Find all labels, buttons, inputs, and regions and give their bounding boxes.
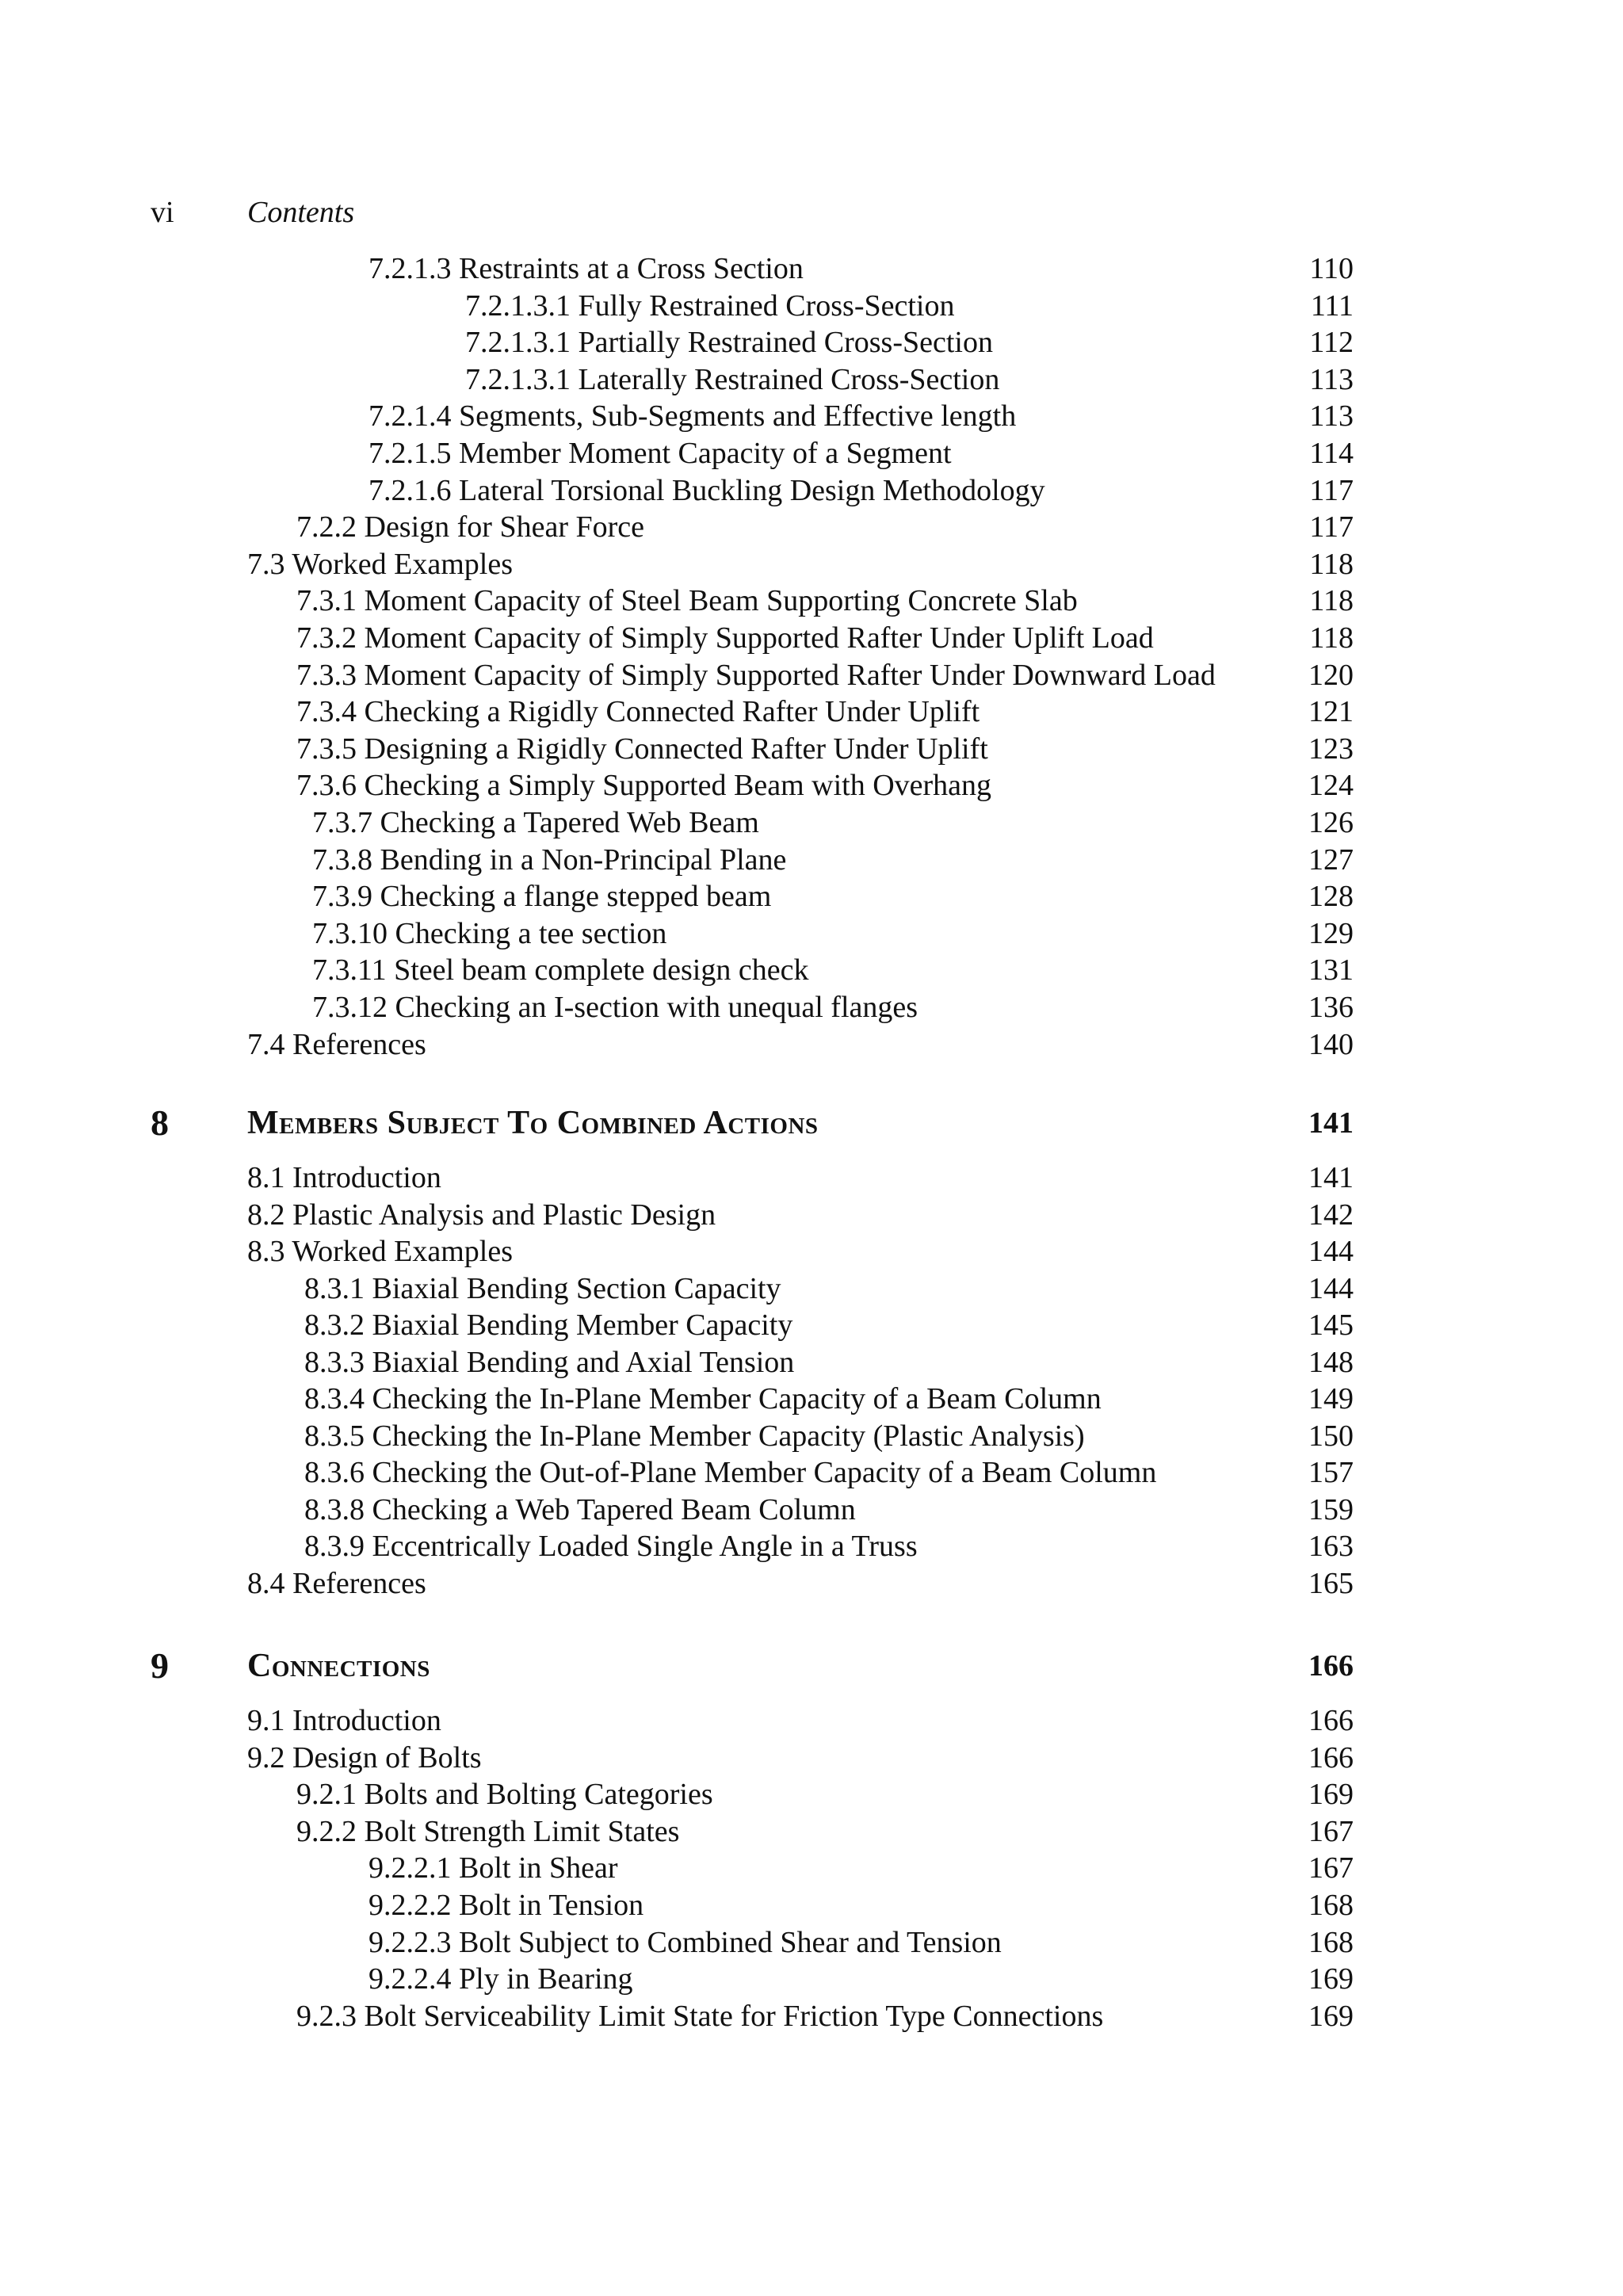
toc-entry-label: 7.3.11 Steel beam complete design check — [312, 953, 809, 987]
toc-entry[interactable] — [0, 842, 1623, 879]
toc-entry-page-number: 166 — [1308, 1741, 1354, 1775]
toc-entry[interactable] — [0, 1924, 1623, 1962]
chapter-heading-9[interactable] — [0, 1644, 1623, 1688]
toc-entry-page-number: 168 — [1308, 1926, 1354, 1959]
toc-entry-label: 9.2.2.3 Bolt Subject to Combined Shear and Tension — [369, 1926, 1002, 1959]
toc-entry[interactable] — [0, 1702, 1623, 1740]
toc-entry-page-number: 124 — [1308, 769, 1354, 802]
toc-entry-page-number: 169 — [1308, 1962, 1354, 1996]
toc-entry-label: 8.3.5 Checking the In-Plane Member Capacity (Plastic Analysis) — [304, 1419, 1085, 1453]
toc-entry-label: 7.3.1 Moment Capacity of Steel Beam Supporting Concrete Slab — [296, 584, 1078, 617]
toc-entry-label: 7.3.12 Checking an I-section with unequal flanges — [312, 991, 918, 1024]
toc-entry-page-number: 117 — [1309, 510, 1354, 544]
toc-entry[interactable] — [0, 509, 1623, 546]
toc-entry[interactable] — [0, 1776, 1623, 1813]
toc-entry-label: 7.3.4 Checking a Rigidly Connected Rafter Under Uplift — [296, 695, 980, 728]
toc-entry-page-number: 140 — [1308, 1028, 1354, 1061]
toc-entry-label: 8.3.9 Eccentrically Loaded Single Angle in a Truss — [304, 1530, 918, 1563]
toc-entry-page-number: 169 — [1308, 1778, 1354, 1811]
toc-entry-page-number: 112 — [1309, 326, 1354, 359]
toc-entry[interactable] — [0, 1998, 1623, 2035]
toc-entry-label: 7.3.10 Checking a tee section — [312, 917, 667, 950]
toc-entry[interactable] — [0, 1159, 1623, 1197]
toc-entry-label: 7.3.9 Checking a flange stepped beam — [312, 880, 772, 913]
toc-entry-page-number: 120 — [1308, 659, 1354, 692]
page-number: vi — [151, 196, 174, 229]
toc-entry-page-number: 114 — [1309, 437, 1354, 470]
toc-entry-label: 8.3.4 Checking the In-Plane Member Capacity of a Beam Column — [304, 1382, 1102, 1415]
toc-entry[interactable] — [0, 288, 1623, 325]
toc-entry-page-number: 148 — [1308, 1346, 1354, 1379]
toc-entry-label: 7.3 Worked Examples — [247, 548, 514, 581]
toc-entry[interactable] — [0, 1528, 1623, 1565]
toc-entry-label: 8.3 Worked Examples — [247, 1235, 514, 1268]
toc-entry[interactable] — [0, 1961, 1623, 1998]
toc-entry-label: 8.3.6 Checking the Out-of-Plane Member Capacity of a Beam Column — [304, 1456, 1157, 1489]
toc-entry-page-number: 142 — [1308, 1198, 1354, 1232]
toc-entry[interactable] — [0, 915, 1623, 953]
toc-entry-page-number: 136 — [1308, 991, 1354, 1024]
toc-entry-page-number: 123 — [1308, 732, 1354, 766]
toc-entry-page-number: 118 — [1309, 621, 1354, 655]
running-header — [0, 193, 1623, 232]
toc-entry-label: 7.3.7 Checking a Tapered Web Beam — [312, 806, 759, 839]
toc-entry-label: 9.1 Introduction — [247, 1704, 441, 1737]
toc-entry[interactable] — [0, 324, 1623, 361]
toc-entry-page-number: 113 — [1309, 399, 1354, 433]
toc-entry[interactable] — [0, 361, 1623, 399]
toc-entry-page-number: 150 — [1308, 1419, 1354, 1453]
toc-entry[interactable] — [0, 878, 1623, 915]
toc-entry-page-number: 167 — [1308, 1815, 1354, 1848]
toc-entry-page-number: 129 — [1308, 917, 1354, 950]
toc-entry-label: 7.2.1.3 Restraints at a Cross Section — [369, 252, 804, 285]
toc-entry-label: 7.3.5 Designing a Rigidly Connected Rafter Under Uplift — [296, 732, 988, 766]
toc-entry[interactable] — [0, 1307, 1623, 1344]
chapter-title: Connections — [247, 1648, 430, 1684]
toc-entry[interactable] — [0, 1887, 1623, 1924]
toc-entry-label: 8.3.1 Biaxial Bending Section Capacity — [304, 1272, 781, 1305]
toc-entry-label: 8.3.8 Checking a Web Tapered Beam Column — [304, 1493, 856, 1526]
toc-entry[interactable] — [0, 1850, 1623, 1887]
toc-entry-label: 9.2.1 Bolts and Bolting Categories — [296, 1778, 713, 1811]
toc-entry-label: 8.1 Introduction — [247, 1161, 441, 1194]
toc-entry-page-number: 169 — [1308, 2000, 1354, 2033]
toc-entry-page-number: 159 — [1308, 1493, 1354, 1526]
chapter-number: 8 — [151, 1102, 169, 1143]
toc-entry-label: 7.2.1.4 Segments, Sub-Segments and Effective length — [369, 399, 1017, 433]
toc-entry-label: 8.3.3 Biaxial Bending and Axial Tension — [304, 1346, 795, 1379]
toc-entry-page-number: 165 — [1308, 1567, 1354, 1600]
toc-entry[interactable] — [0, 1492, 1623, 1529]
toc-entry-label: 9.2.2.4 Ply in Bearing — [369, 1962, 633, 1996]
toc-entry[interactable] — [0, 1026, 1623, 1064]
toc-entry[interactable] — [0, 693, 1623, 731]
toc-entry-page-number: 168 — [1308, 1889, 1354, 1922]
toc-entry[interactable] — [0, 804, 1623, 842]
toc-entry-page-number: 144 — [1308, 1235, 1354, 1268]
toc-entry-page-number: 167 — [1308, 1851, 1354, 1885]
toc-entry-label: 9.2.2 Bolt Strength Limit States — [296, 1815, 680, 1848]
toc-entry[interactable] — [0, 1233, 1623, 1270]
toc-entry[interactable] — [0, 952, 1623, 989]
toc-entry-page-number: 117 — [1309, 474, 1354, 507]
toc-entry-page-number: 110 — [1309, 252, 1354, 285]
toc-entry[interactable] — [0, 620, 1623, 657]
running-section-title: Contents — [247, 196, 355, 229]
chapter-page-number: 166 — [1308, 1649, 1354, 1683]
toc-entry-label: 9.2.3 Bolt Serviceability Limit State for Friction Type Connections — [296, 2000, 1104, 2033]
toc-entry-page-number: 163 — [1308, 1530, 1354, 1563]
toc-entry-page-number: 145 — [1308, 1308, 1354, 1342]
chapter-heading-8[interactable] — [0, 1101, 1623, 1145]
toc-entry-label: 7.2.1.3.1 Laterally Restrained Cross-Section — [465, 363, 1000, 396]
toc-entry[interactable] — [0, 398, 1623, 435]
toc-entry-page-number: 141 — [1308, 1161, 1354, 1194]
toc-entry[interactable] — [0, 1813, 1623, 1851]
toc-entry[interactable] — [0, 1344, 1623, 1381]
toc-entry-label: 9.2 Design of Bolts — [247, 1741, 482, 1775]
toc-entry-label: 7.3.6 Checking a Simply Supported Beam with Overhang — [296, 769, 992, 802]
toc-entry[interactable] — [0, 1197, 1623, 1234]
toc-entry-page-number: 126 — [1308, 806, 1354, 839]
toc-entry-label: 7.2.2 Design for Shear Force — [296, 510, 645, 544]
toc-entry[interactable] — [0, 546, 1623, 583]
toc-entry[interactable] — [0, 731, 1623, 768]
toc-entry-page-number: 111 — [1310, 289, 1354, 323]
toc-entry-page-number: 144 — [1308, 1272, 1354, 1305]
toc-entry-label: 7.3.2 Moment Capacity of Simply Supported Rafter Under Uplift Load — [296, 621, 1154, 655]
chapter-page-number: 141 — [1308, 1106, 1354, 1140]
chapter-number: 9 — [151, 1645, 169, 1686]
toc-entry-page-number: 131 — [1308, 953, 1354, 987]
toc-entry-label: 8.2 Plastic Analysis and Plastic Design — [247, 1198, 716, 1232]
toc-entry-label: 7.4 References — [247, 1028, 426, 1061]
toc-entry[interactable] — [0, 767, 1623, 804]
toc-entry-page-number: 118 — [1309, 548, 1354, 581]
toc-entry[interactable] — [0, 583, 1623, 620]
toc-entry-page-number: 113 — [1309, 363, 1354, 396]
toc-entry[interactable] — [0, 1565, 1623, 1603]
toc-entry[interactable] — [0, 472, 1623, 510]
toc-entry[interactable] — [0, 1418, 1623, 1455]
chapter-title: Members Subject To Combined Actions — [247, 1105, 819, 1141]
toc-entry-label: 7.3.3 Moment Capacity of Simply Supported Rafter Under Downward Load — [296, 659, 1216, 692]
toc-entry[interactable] — [0, 1270, 1623, 1308]
toc-entry-label: 8.4 References — [247, 1567, 426, 1600]
toc-entry[interactable] — [0, 1381, 1623, 1418]
toc-entry-page-number: 149 — [1308, 1382, 1354, 1415]
toc-entry-label: 7.2.1.5 Member Moment Capacity of a Segment — [369, 437, 952, 470]
toc-entry[interactable] — [0, 250, 1623, 288]
toc-entry-page-number: 118 — [1309, 584, 1354, 617]
toc-entry[interactable] — [0, 1454, 1623, 1492]
toc-entry[interactable] — [0, 657, 1623, 694]
toc-entry-label: 9.2.2.1 Bolt in Shear — [369, 1851, 618, 1885]
toc-entry-page-number: 128 — [1308, 880, 1354, 913]
toc-entry[interactable] — [0, 435, 1623, 472]
toc-entry-label: 7.2.1.6 Lateral Torsional Buckling Design Methodology — [369, 474, 1045, 507]
toc-entry-page-number: 127 — [1308, 843, 1354, 877]
toc-entry-page-number: 157 — [1308, 1456, 1354, 1489]
toc-entry[interactable] — [0, 989, 1623, 1026]
toc-entry-label: 9.2.2.2 Bolt in Tension — [369, 1889, 644, 1922]
toc-entry-label: 8.3.2 Biaxial Bending Member Capacity — [304, 1308, 793, 1342]
toc-entry-label: 7.2.1.3.1 Fully Restrained Cross-Section — [465, 289, 955, 323]
toc-entry[interactable] — [0, 1740, 1623, 1777]
toc-entry-label: 7.3.8 Bending in a Non-Principal Plane — [312, 843, 787, 877]
toc-entry-page-number: 121 — [1308, 695, 1354, 728]
toc-entry-page-number: 166 — [1308, 1704, 1354, 1737]
toc-entry-label: 7.2.1.3.1 Partially Restrained Cross-Section — [465, 326, 993, 359]
